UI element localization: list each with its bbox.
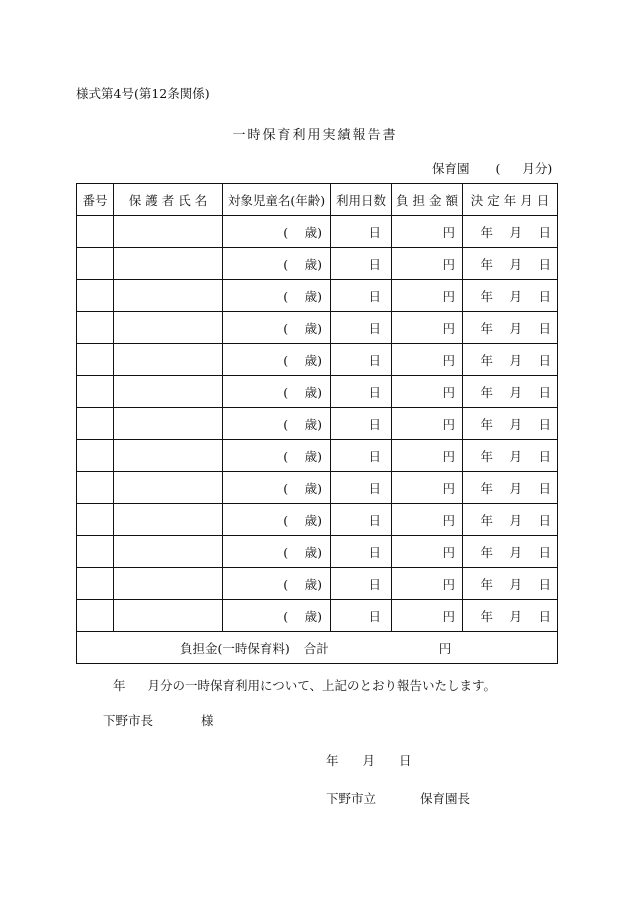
cell-fee-amount: 円 — [392, 504, 463, 536]
cell-guardian-name — [114, 216, 223, 248]
cell-decision-date: 年 月 日 — [463, 312, 558, 344]
cell-usage-days: 日 — [331, 600, 392, 632]
cell-number — [77, 568, 114, 600]
table-row — [77, 504, 558, 536]
cell-decision-date: 年 月 日 — [463, 600, 558, 632]
table-row — [77, 312, 558, 344]
table-header-row — [77, 184, 558, 216]
nursery-month-line — [432, 159, 552, 177]
total-cell — [77, 632, 558, 664]
cell-fee-amount: 円 — [392, 536, 463, 568]
cell-fee-amount: 円 — [392, 600, 463, 632]
cell-fee-amount: 円 — [392, 344, 463, 376]
cell-fee-amount: 円 — [392, 376, 463, 408]
cell-number — [77, 504, 114, 536]
header-decision-date: 決 定 年 月 日 — [463, 184, 558, 216]
cell-usage-days: 日 — [331, 280, 392, 312]
cell-decision-date: 年 月 日 — [463, 248, 558, 280]
cell-guardian-name — [114, 344, 223, 376]
cell-usage-days: 日 — [331, 344, 392, 376]
cell-child-age: ( 歳) — [223, 280, 331, 312]
cell-usage-days: 日 — [331, 312, 392, 344]
table-row — [77, 376, 558, 408]
statement-text: 月分の一時保育利用について、上記のとおり報告いたします。 — [147, 678, 497, 693]
cell-decision-date: 年 月 日 — [463, 536, 558, 568]
cell-number — [77, 344, 114, 376]
cell-child-age: ( 歳) — [223, 472, 331, 504]
cell-child-age: ( 歳) — [223, 216, 331, 248]
table-row — [77, 248, 558, 280]
cell-child-age: ( 歳) — [223, 440, 331, 472]
cell-decision-date: 年 月 日 — [463, 344, 558, 376]
cell-fee-amount: 円 — [392, 440, 463, 472]
cell-guardian-name — [114, 312, 223, 344]
cell-child-age: ( 歳) — [223, 408, 331, 440]
cell-decision-date: 年 月 日 — [463, 568, 558, 600]
cell-guardian-name — [114, 248, 223, 280]
cell-decision-date: 年 月 日 — [463, 376, 558, 408]
cell-guardian-name — [114, 536, 223, 568]
date-year: 年 — [326, 753, 339, 768]
cell-usage-days: 日 — [331, 568, 392, 600]
cell-decision-date: 年 月 日 — [463, 408, 558, 440]
cell-child-age: ( 歳) — [223, 600, 331, 632]
cell-fee-amount: 円 — [392, 216, 463, 248]
statement-year: 年 — [113, 678, 126, 693]
header-number: 番号 — [77, 184, 114, 216]
cell-decision-date: 年 月 日 — [463, 472, 558, 504]
table-row — [77, 472, 558, 504]
cell-fee-amount: 円 — [392, 312, 463, 344]
cell-number — [77, 280, 114, 312]
cell-usage-days: 日 — [331, 248, 392, 280]
cell-number — [77, 472, 114, 504]
cell-guardian-name — [114, 504, 223, 536]
total-label: 負担金(一時保育料) — [180, 640, 290, 656]
cell-fee-amount: 円 — [392, 248, 463, 280]
cell-child-age: ( 歳) — [223, 536, 331, 568]
cell-decision-date: 年 月 日 — [463, 440, 558, 472]
date-month: 月 — [362, 753, 376, 768]
recipient-name: 下野市長 — [103, 713, 154, 728]
header-child-name-age: 対象児童名(年齢) — [223, 184, 331, 216]
total-row — [77, 632, 558, 664]
table-row — [77, 536, 558, 568]
usage-report-table — [76, 183, 558, 664]
month-label: 月分) — [522, 161, 553, 176]
cell-child-age: ( 歳) — [223, 568, 331, 600]
header-usage-days: 利用日数 — [331, 184, 392, 216]
table-row — [77, 600, 558, 632]
document-title: 一時保育利用実績報告書 — [232, 128, 398, 143]
cell-number — [77, 440, 114, 472]
month-open-paren: ( — [495, 161, 501, 176]
cell-number — [77, 536, 114, 568]
cell-usage-days: 日 — [331, 504, 392, 536]
cell-number — [77, 600, 114, 632]
cell-fee-amount: 円 — [392, 280, 463, 312]
cell-usage-days: 日 — [331, 536, 392, 568]
cell-usage-days: 日 — [331, 472, 392, 504]
cell-guardian-name — [114, 280, 223, 312]
header-fee-amount: 負 担 金 額 — [392, 184, 463, 216]
cell-fee-amount: 円 — [392, 472, 463, 504]
total-unit: 円 — [438, 640, 452, 656]
cell-fee-amount: 円 — [392, 408, 463, 440]
cell-number — [77, 408, 114, 440]
cell-decision-date: 年 月 日 — [463, 504, 558, 536]
cell-number — [77, 248, 114, 280]
signer-title: 保育園長 — [420, 791, 471, 806]
total-sum-label: 合計 — [303, 640, 329, 656]
cell-guardian-name — [114, 472, 223, 504]
signer-line — [326, 789, 470, 807]
table-row — [77, 216, 558, 248]
cell-usage-days: 日 — [331, 408, 392, 440]
header-guardian-name: 保 護 者 氏 名 — [114, 184, 223, 216]
cell-guardian-name — [114, 440, 223, 472]
signer-city: 下野市立 — [326, 791, 377, 806]
table-row — [77, 440, 558, 472]
cell-guardian-name — [114, 568, 223, 600]
recipient-honorific: 様 — [201, 713, 214, 728]
table-row — [77, 344, 558, 376]
cell-number — [77, 312, 114, 344]
cell-child-age: ( 歳) — [223, 344, 331, 376]
cell-usage-days: 日 — [331, 440, 392, 472]
cell-number — [77, 216, 114, 248]
date-day: 日 — [399, 753, 412, 768]
cell-guardian-name — [114, 408, 223, 440]
cell-usage-days: 日 — [331, 216, 392, 248]
cell-number — [77, 376, 114, 408]
cell-guardian-name — [114, 376, 223, 408]
cell-usage-days: 日 — [331, 376, 392, 408]
cell-decision-date: 年 月 日 — [463, 280, 558, 312]
recipient-line — [103, 711, 214, 729]
cell-guardian-name — [114, 600, 223, 632]
nursery-label: 保育園 — [432, 161, 470, 176]
submission-date-line — [326, 751, 412, 769]
cell-decision-date: 年 月 日 — [463, 216, 558, 248]
table-row — [77, 408, 558, 440]
report-statement — [113, 676, 496, 694]
cell-child-age: ( 歳) — [223, 504, 331, 536]
cell-child-age: ( 歳) — [223, 376, 331, 408]
cell-fee-amount: 円 — [392, 568, 463, 600]
cell-child-age: ( 歳) — [223, 312, 331, 344]
table-row — [77, 280, 558, 312]
table-row — [77, 568, 558, 600]
form-number-label: 様式第4号(第12条関係) — [76, 86, 210, 101]
cell-child-age: ( 歳) — [223, 248, 331, 280]
